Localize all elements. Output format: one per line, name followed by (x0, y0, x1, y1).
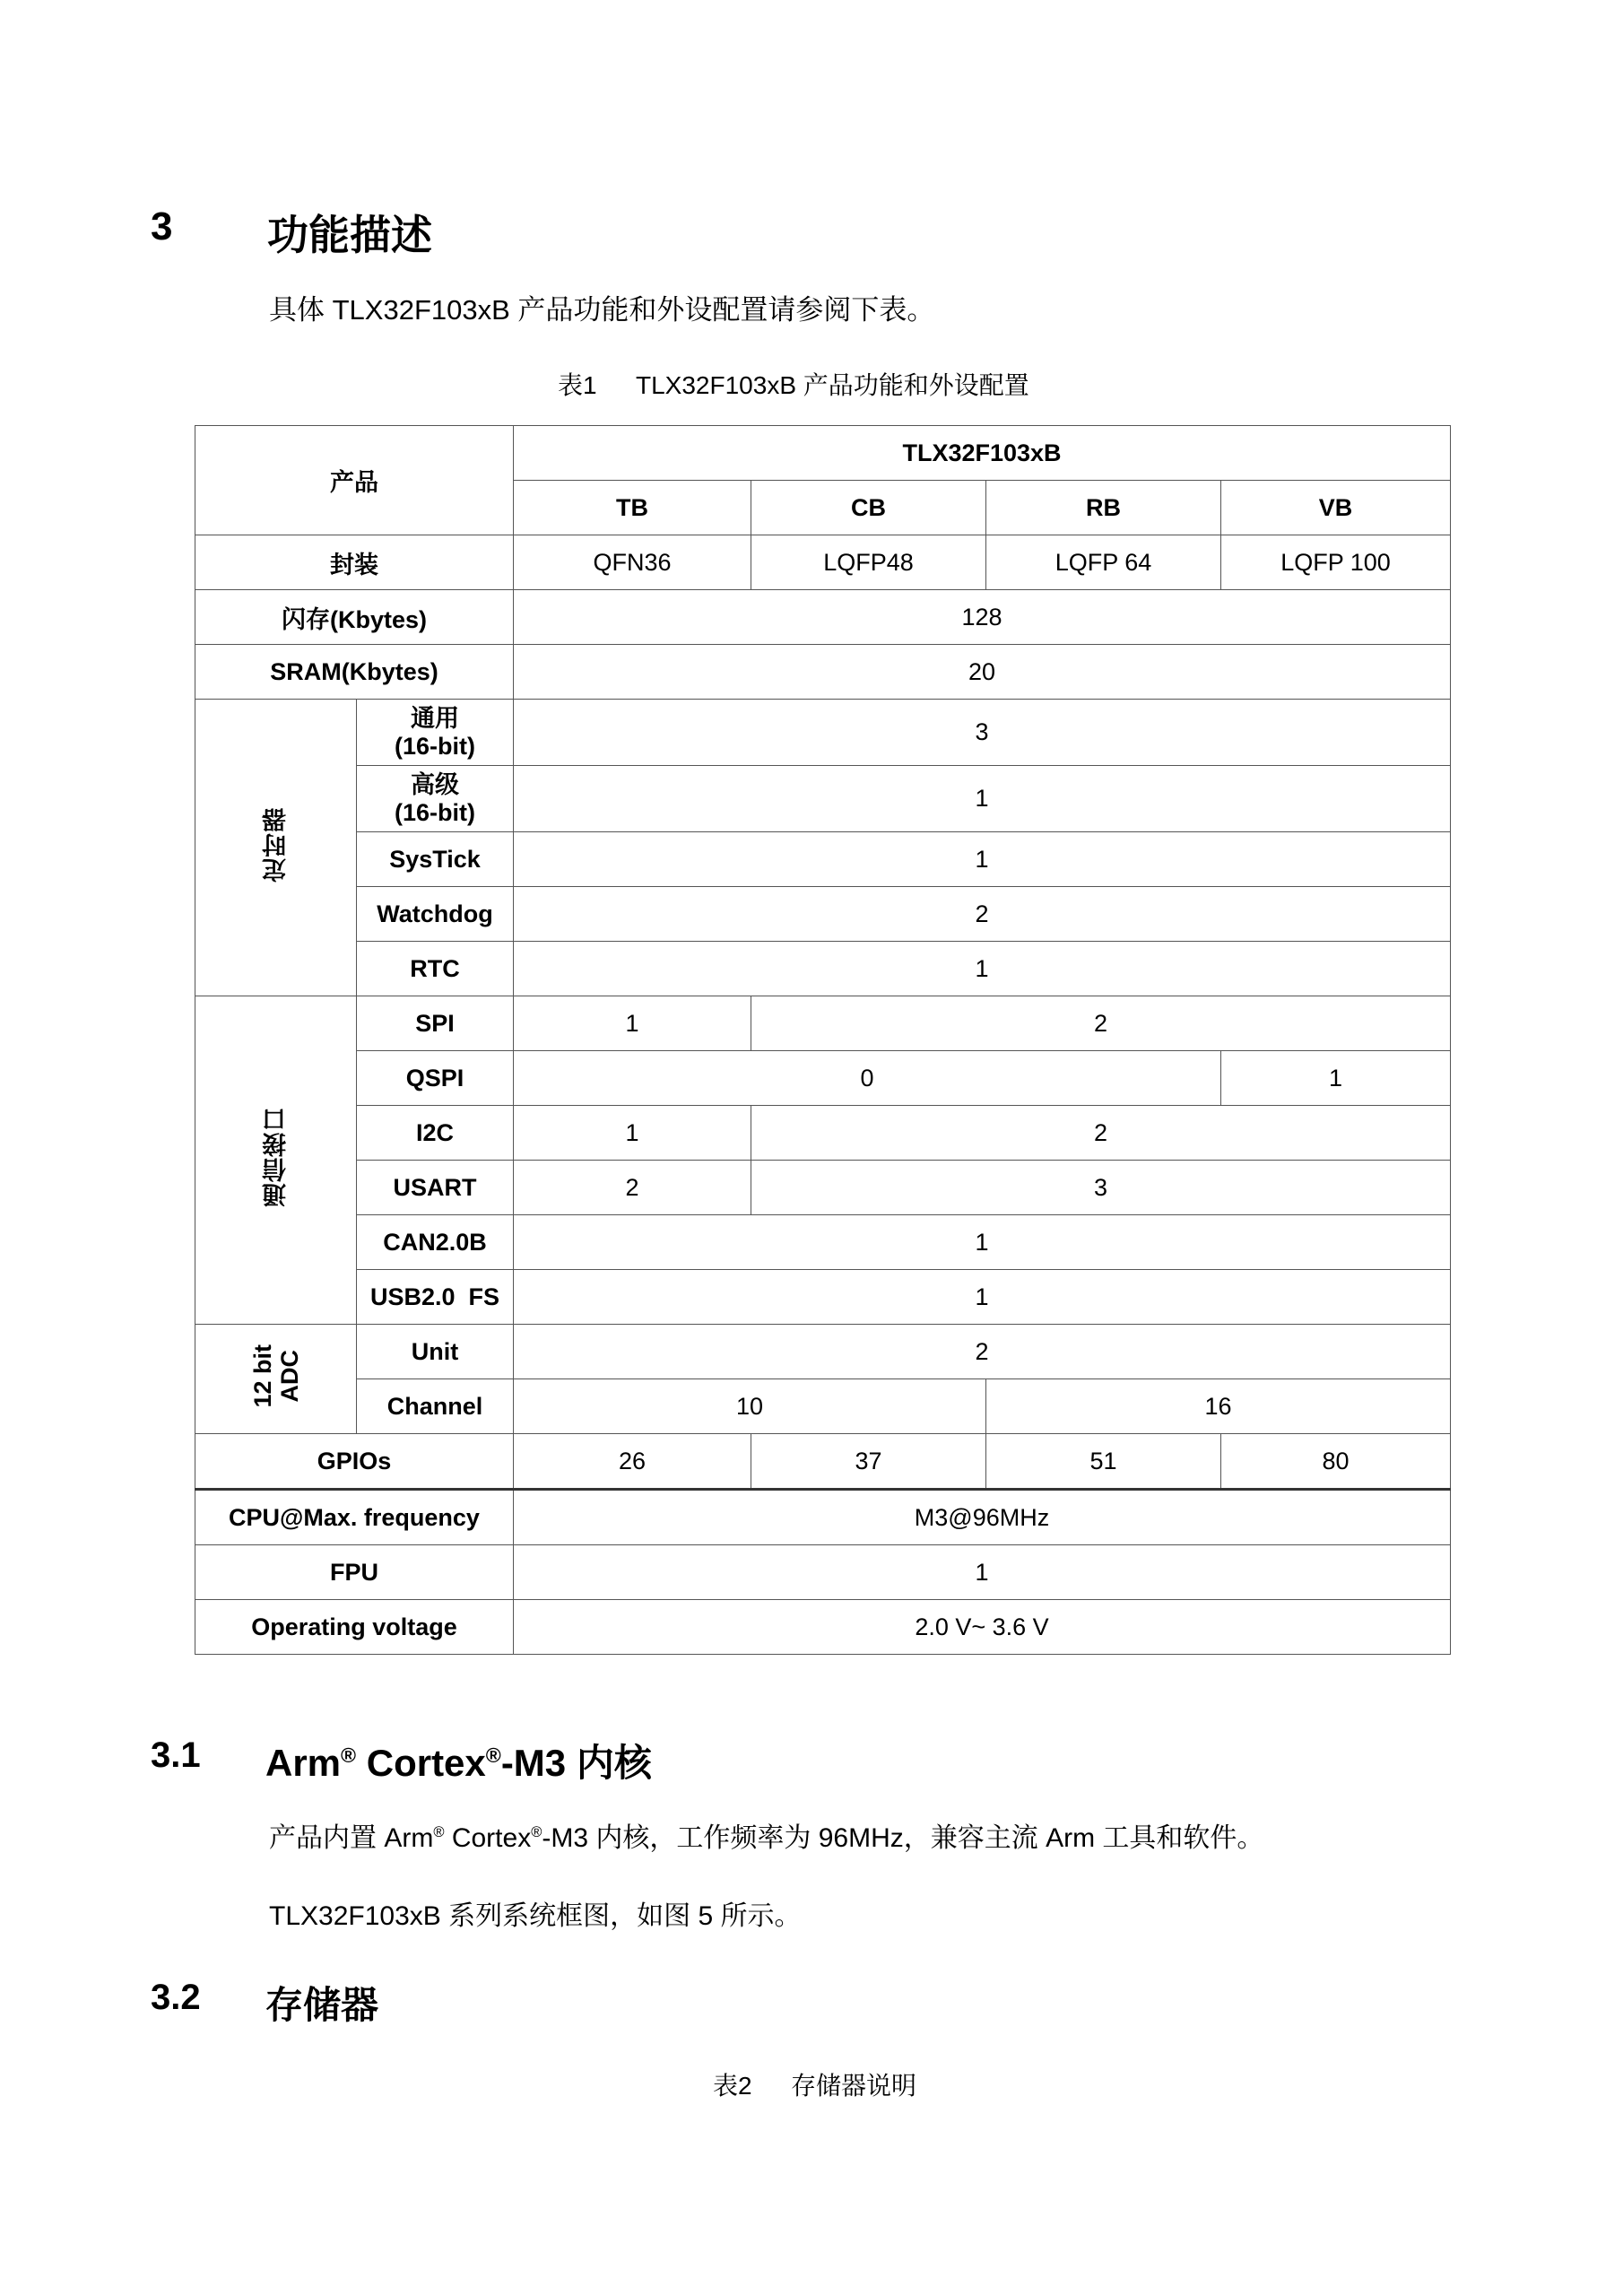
timer-advanced-label (357, 766, 514, 832)
gpio-cb: 37 (751, 1434, 986, 1490)
i2c-tb: 1 (514, 1106, 751, 1161)
section-number: 3 (151, 204, 173, 248)
i2c-rest: 2 (751, 1106, 1451, 1161)
section-3-1-para2: TLX32F103xB 系列系统框图，如图 5 所示。 (269, 1901, 802, 1931)
adc-group-label (249, 1344, 303, 1408)
section-3-2-number: 3.2 (151, 1978, 201, 2017)
timer-general-line1: 通用 (411, 704, 459, 732)
reg-mark: ® (531, 1824, 542, 1840)
timer-general-value: 3 (514, 700, 1451, 766)
spi-rest: 2 (751, 996, 1451, 1051)
usart-label: USART (357, 1161, 514, 1215)
variant-tb: TB (514, 481, 751, 535)
section-3-1-para1 (269, 1815, 1263, 1855)
gpio-rb: 51 (986, 1434, 1221, 1490)
variant-cb: CB (751, 481, 986, 535)
timer-advanced-line1: 高级 (411, 770, 459, 798)
variant-vb: VB (1221, 481, 1451, 535)
para1-part-b: Cortex (444, 1823, 532, 1853)
reg-mark: ® (433, 1824, 445, 1840)
package-label: 封装 (195, 535, 514, 590)
usb-label: USB2.0 FS (357, 1270, 514, 1325)
voltage-label: Operating voltage (195, 1600, 514, 1655)
qspi-label: QSPI (357, 1051, 514, 1106)
product-name: TLX32F103xB (514, 426, 1451, 481)
title-m3: -M3 内核 (500, 1742, 652, 1784)
package-cb: LQFP48 (751, 535, 986, 590)
section-3-1-title (265, 1734, 652, 1787)
comm-group-cell (195, 996, 357, 1325)
timer-advanced-value: 1 (514, 766, 1451, 832)
reg-mark: ® (485, 1744, 501, 1767)
section-title: 功能描述 (267, 212, 432, 258)
systick-value: 1 (514, 832, 1451, 887)
qspi-tb-rb: 0 (514, 1051, 1221, 1106)
systick-label: SysTick (357, 832, 514, 887)
cpu-value: M3@96MHz (514, 1490, 1451, 1545)
adc-channel-rb-vb: 16 (986, 1379, 1451, 1434)
cpu-label: CPU@Max. frequency (195, 1490, 514, 1545)
adc-group-line1: 12 bit (248, 1344, 276, 1408)
usb-value: 1 (514, 1270, 1451, 1325)
reg-mark: ® (341, 1744, 357, 1767)
usart-rest: 3 (751, 1161, 1451, 1215)
can-label: CAN2.0B (357, 1215, 514, 1270)
rtc-value: 1 (514, 942, 1451, 996)
para1-part-a: 产品内置 Arm (269, 1823, 434, 1853)
spec-table (195, 425, 1451, 1655)
variant-rb: RB (986, 481, 1221, 535)
watchdog-label: Watchdog (357, 887, 514, 942)
adc-unit-label: Unit (357, 1325, 514, 1379)
comm-group-label: 通信接口 (263, 1107, 290, 1207)
title-arm: Arm (265, 1742, 342, 1784)
i2c-label: I2C (357, 1106, 514, 1161)
gpio-tb: 26 (514, 1434, 751, 1490)
gpio-vb: 80 (1221, 1434, 1451, 1490)
rtc-label: RTC (357, 942, 514, 996)
sram-value: 20 (514, 645, 1451, 700)
timer-advanced-line2: (16-bit) (395, 798, 475, 826)
package-vb: LQFP 100 (1221, 535, 1451, 590)
section-intro: 具体 TLX32F103xB 产品功能和外设配置请参阅下表。 (269, 294, 935, 326)
timer-group-label: 定时器 (263, 806, 290, 883)
section-3-2-title: 存储器 (265, 1984, 379, 2026)
timer-general-label (357, 700, 514, 766)
timer-general-line2: (16-bit) (395, 732, 475, 760)
fpu-value: 1 (514, 1545, 1451, 1600)
gpio-label: GPIOs (195, 1434, 514, 1490)
package-tb: QFN36 (514, 535, 751, 590)
flash-label: 闪存(Kbytes) (195, 590, 514, 645)
adc-channel-tb-cb: 10 (514, 1379, 986, 1434)
table2-caption-text: 存储器说明 (791, 2072, 917, 2100)
adc-unit-value: 2 (514, 1325, 1451, 1379)
spi-label: SPI (357, 996, 514, 1051)
table1-caption-label: 表1 (558, 371, 597, 399)
adc-group-line2: ADC (275, 1349, 303, 1403)
can-value: 1 (514, 1215, 1451, 1270)
para1-part-c: -M3 内核，工作频率为 96MHz，兼容主流 Arm 工具和软件。 (542, 1823, 1264, 1853)
fpu-label: FPU (195, 1545, 514, 1600)
flash-value: 128 (514, 590, 1451, 645)
watchdog-value: 2 (514, 887, 1451, 942)
adc-group-cell (195, 1325, 357, 1434)
section-3-1-number: 3.1 (151, 1735, 201, 1775)
table1-caption-text: TLX32F103xB 产品功能和外设配置 (636, 371, 1029, 399)
title-cortex: Cortex (366, 1742, 486, 1784)
sram-label: SRAM(Kbytes) (195, 645, 514, 700)
usart-tb: 2 (514, 1161, 751, 1215)
voltage-value: 2.0 V~ 3.6 V (514, 1600, 1451, 1655)
product-header: 产品 (195, 426, 514, 535)
package-rb: LQFP 64 (986, 535, 1221, 590)
table2-caption-label: 表2 (713, 2072, 752, 2100)
qspi-vb: 1 (1221, 1051, 1451, 1106)
timer-group-cell (195, 700, 357, 996)
spi-tb: 1 (514, 996, 751, 1051)
adc-channel-label: Channel (357, 1379, 514, 1434)
